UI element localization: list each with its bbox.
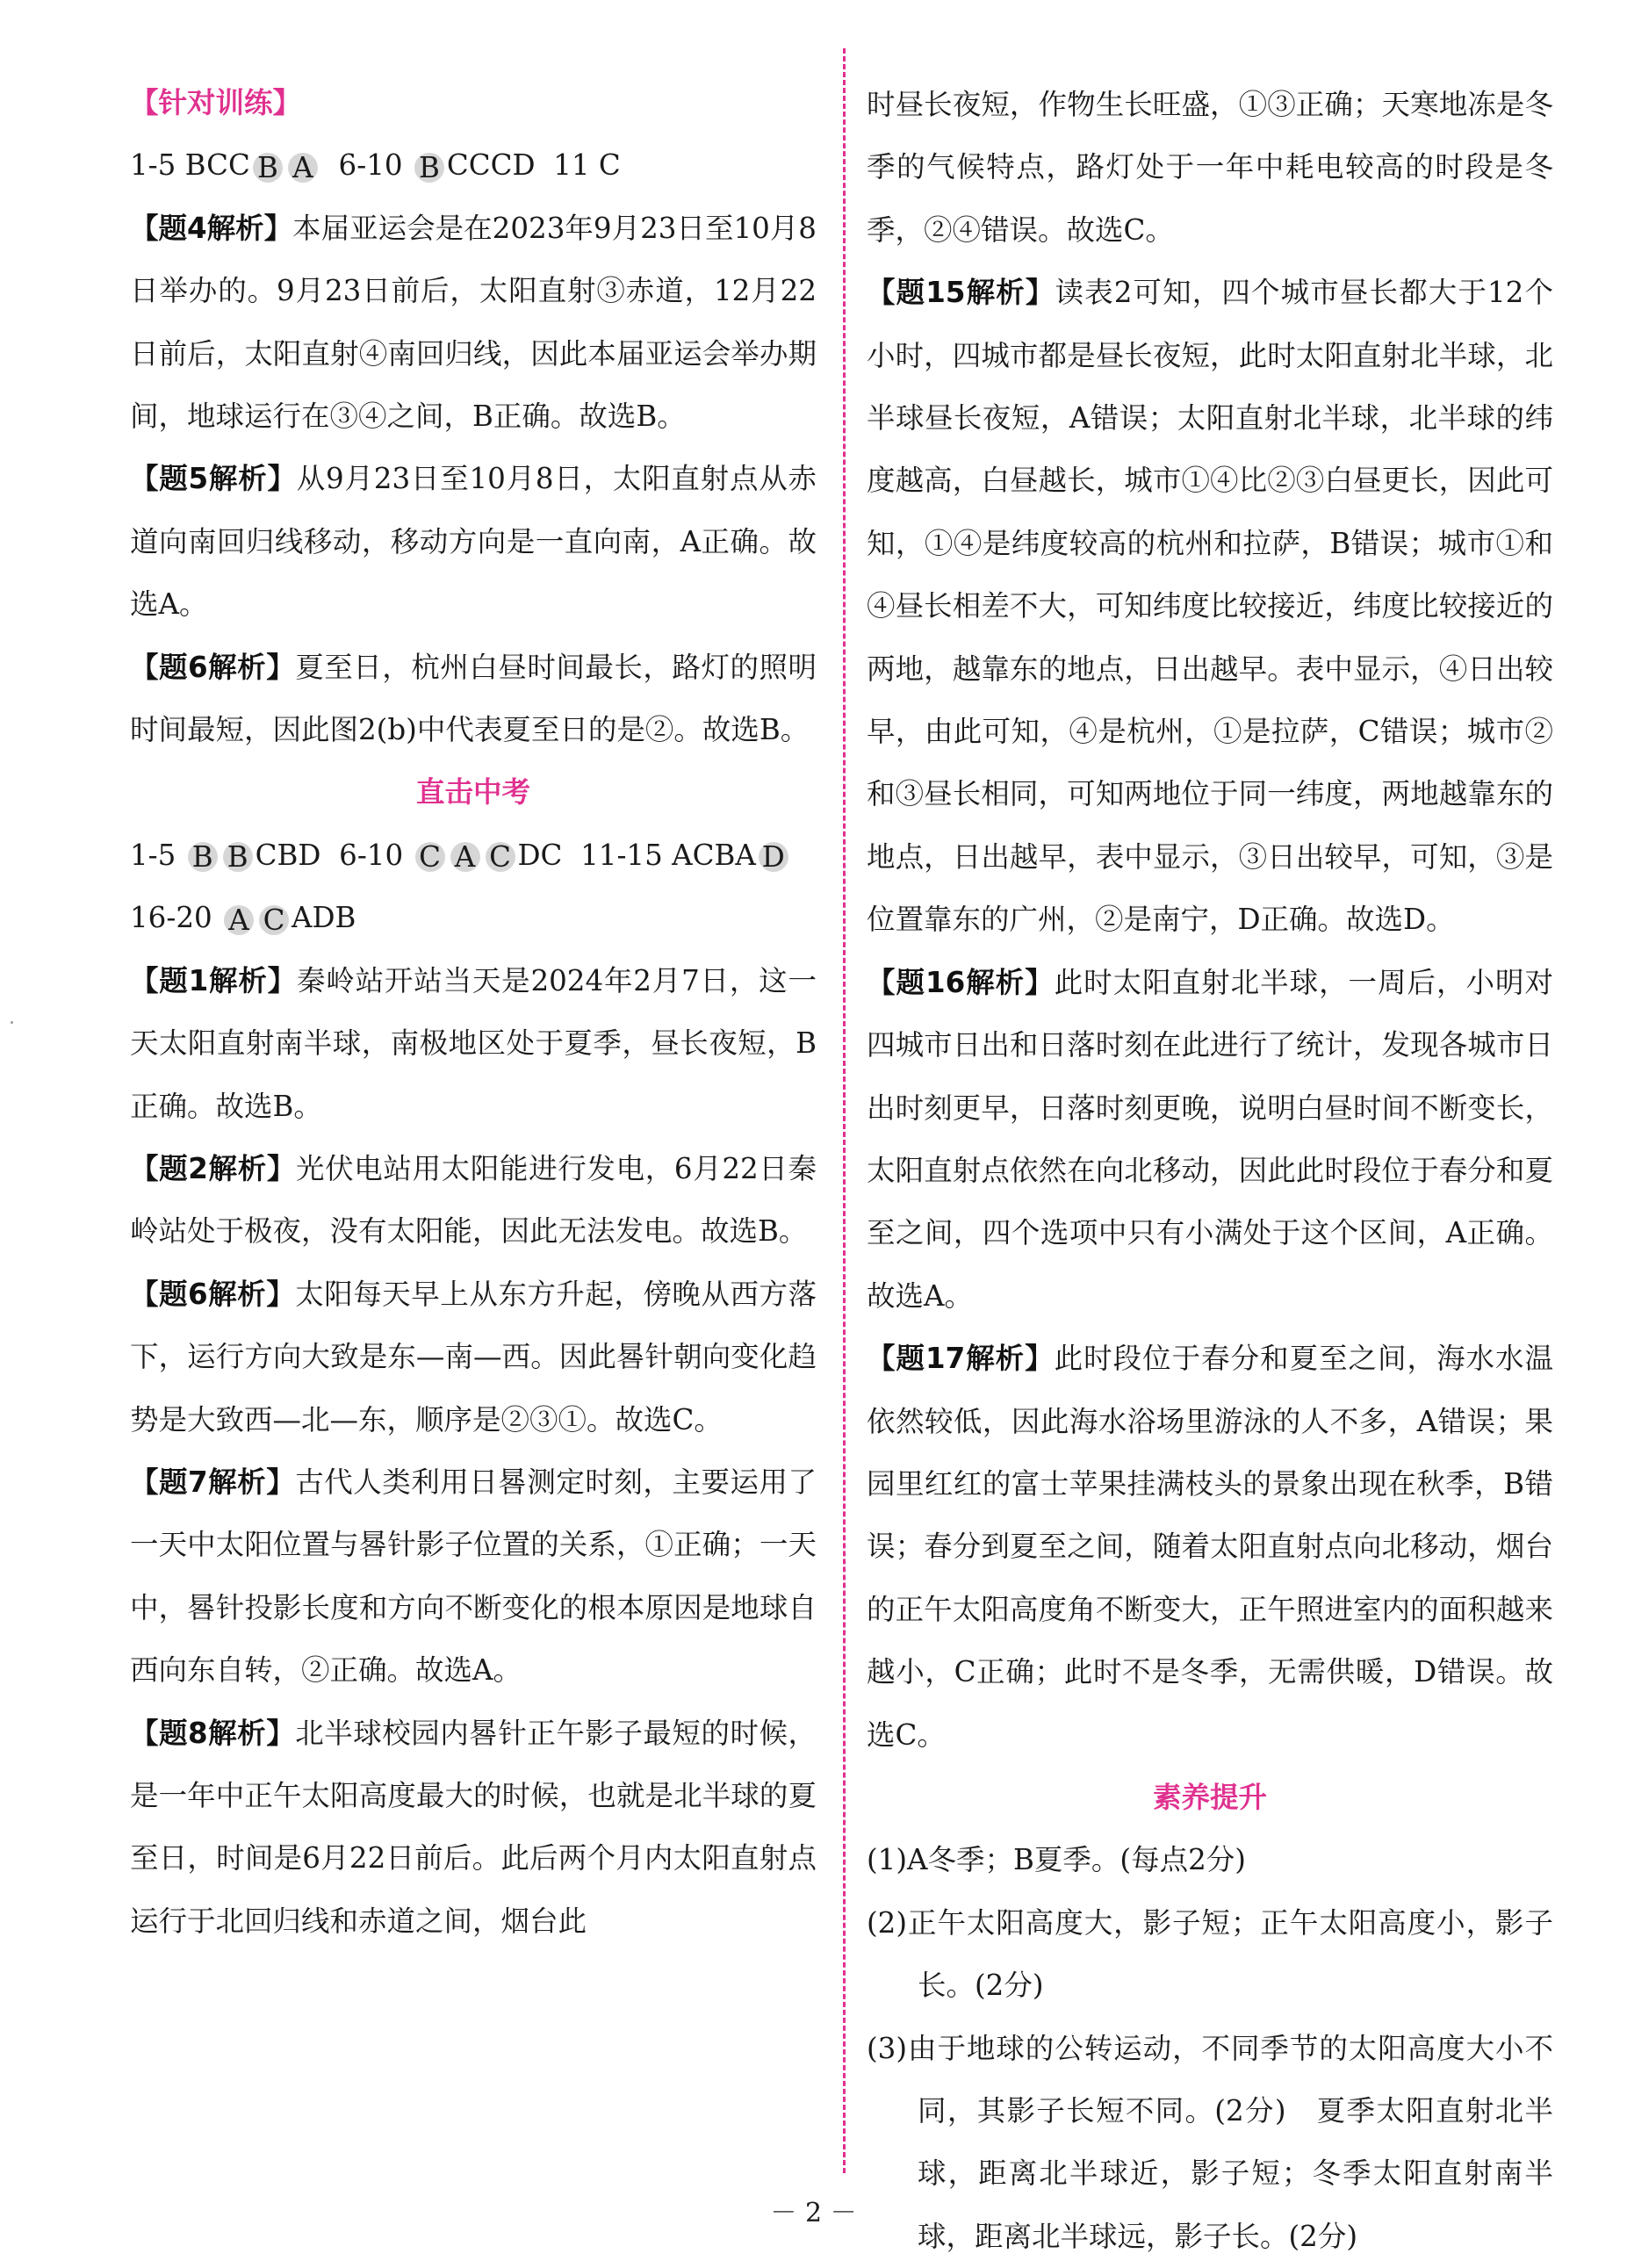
analysis-block — [130, 950, 817, 1138]
exam-answers-row1 — [130, 824, 817, 887]
circled-answer: A — [450, 842, 480, 872]
analysis-block — [130, 198, 817, 449]
analysis-block — [867, 1328, 1553, 1767]
analysis-text: 本届亚运会是在2023年9月23日至10月8日举办的。9月23日前后，太阳直射③赤道，12月22日前后，太阳直射④南回归线，因此本届亚运会举办期间，地球运行在③④之间，B正确。故选B。 — [130, 211, 817, 434]
analysis-label: 【题2解析】 — [130, 1151, 296, 1185]
analysis-text: 北半球校园内晷针正午影子最短的时候，是一年中正午太阳高度最大的时候，也就是北半球的夏至日，时间是6月22日前后。此后两个月内太阳直射点运行于北回归线和赤道之间，烟台此 — [130, 1716, 817, 1938]
circled-answer: A — [288, 153, 318, 183]
item-number: (1) — [867, 1843, 908, 1877]
answer-text: 1-5 — [130, 838, 185, 872]
analysis-block — [130, 1451, 817, 1703]
circled-answer: C — [415, 842, 445, 872]
circled-answer: A — [224, 905, 254, 935]
analysis-text: 此时太阳直射北半球，一周后，小明对四城市日出和日落时刻在此进行了统计，发现各城市日出时刻更早，日落时刻更晚，说明白昼时间不断变长，太阳直射点依然在向北移动，因此此时段位于春分和夏至之间，四个选项中只有小满处于这个区间，A正确。故选A。 — [867, 965, 1553, 1313]
analysis-block — [867, 262, 1553, 951]
item-text: A冬季；B夏季。(每点2分) — [907, 1843, 1246, 1877]
analysis-label: 【题6解析】 — [130, 650, 296, 684]
analysis-label: 【题6解析】 — [130, 1277, 296, 1311]
literacy-heading: 素养提升 — [1152, 1780, 1267, 1814]
analysis-text: 古代人类利用日晷测定时刻，主要运用了一天中太阳位置与晷针影子位置的关系，①正确；一天中，晷针投影长度和方向不断变化的根本原因是地球自西向东自转，②正确。故选A。 — [130, 1465, 817, 1688]
item-text: 正午太阳高度大，影子短；正午太阳高度小，影子长。(2分) — [907, 1905, 1553, 2003]
item-text: 由于地球的公转运动，不同季节的太阳高度大小不同，其影子长短不同。(2分) 夏季太阳直射北半球，距离北半球近，影子短；冬季太阳直射南半球，距离北半球远，影子长。(2分) — [907, 2031, 1553, 2253]
analysis-text: 秦岭站开站当天是2024年2月7日，这一天太阳直射南半球，南极地区处于夏季，昼长夜短，B正确。故选B。 — [130, 963, 817, 1123]
analysis-label: 【题15解析】 — [867, 276, 1055, 310]
answer-text: 16-20 — [130, 901, 222, 935]
item-number: (2) — [867, 1905, 908, 1940]
right-column — [867, 74, 1553, 2268]
continued-text: 时昼长夜短，作物生长旺盛，①③正确；天寒地冻是冬季的气候特点，路灯处于一年中耗电较高的时段是冬季，②④错误。故选C。 — [867, 88, 1553, 247]
circled-answer: B — [188, 842, 218, 872]
exam-heading: 直击中考 — [415, 775, 530, 810]
analysis-block — [130, 1264, 817, 1451]
circled-answer: C — [486, 842, 515, 872]
left-column — [130, 72, 817, 1953]
analysis-block — [130, 637, 817, 762]
analysis-block — [130, 448, 817, 636]
analysis-block — [130, 1703, 817, 1954]
answer-text: CBD 6-10 — [255, 838, 413, 872]
analysis-label: 【题1解析】 — [130, 963, 297, 997]
analysis-label: 【题7解析】 — [130, 1465, 296, 1499]
analysis-text: 从9月23日至10月8日，太阳直射点从赤道向南回归线移动，移动方向是一直向南，A正确。故选A。 — [130, 462, 817, 622]
analysis-text: 光伏电站用太阳能进行发电，6月22日秦岭站处于极夜，没有太阳能，因此无法发电。故选B。 — [130, 1151, 817, 1249]
column-divider — [843, 48, 846, 2173]
answer-text: CCCD 11 C — [446, 148, 621, 183]
answer-text: DC 11-15 ACBA — [517, 838, 756, 872]
analysis-block — [130, 1138, 817, 1264]
answer-item — [867, 2018, 1553, 2268]
answer-text: ADB — [292, 901, 356, 935]
page-number: － 2 － — [770, 2198, 857, 2228]
circled-answer: C — [259, 905, 289, 935]
analysis-label: 【题17解析】 — [867, 1342, 1055, 1376]
analysis-block — [867, 952, 1553, 1328]
analysis-label: 【题8解析】 — [130, 1716, 296, 1750]
practice-heading: 【针对训练】 — [130, 86, 302, 119]
practice-answers — [130, 134, 817, 197]
analysis-label: 【题5解析】 — [130, 462, 297, 496]
item-number: (3) — [867, 2031, 908, 2065]
scan-speck — [11, 1021, 13, 1024]
answer-item — [867, 1892, 1553, 2018]
circled-answer: B — [253, 153, 283, 183]
analysis-text: 太阳每天早上从东方升起，傍晚从西方落下，运行方向大致是东—南—西。因此晷针朝向变化趋势是大致西—北—东，顺序是②③①。故选C。 — [130, 1277, 817, 1436]
answer-text: 1-5 BCC — [130, 148, 250, 183]
circled-answer: B — [414, 153, 444, 183]
circled-answer: D — [759, 842, 788, 872]
analysis-label: 【题4解析】 — [130, 211, 293, 245]
answer-text: 6-10 — [320, 148, 412, 183]
circled-answer: B — [223, 842, 253, 872]
analysis-text: 夏至日，杭州白昼时间最长，路灯的照明时间最短，因此图2(b)中代表夏至日的是②。故选B。 — [130, 650, 817, 747]
exam-answers-row2 — [130, 887, 817, 949]
answer-item — [867, 1829, 1553, 1891]
analysis-text: 此时段位于春分和夏至之间，海水水温依然较低，因此海水浴场里游泳的人不多，A错误；果园里红红的富士苹果挂满枝头的景象出现在秋季，B错误；春分到夏至之间，随着太阳直射点向北移动，烟台的正午太阳高度角不断变大，正午照进室内的面积越来越小，C正确；此时不是冬季，无需供暖，D错误。故选C。 — [867, 1342, 1553, 1752]
analysis-label: 【题16解析】 — [867, 965, 1055, 999]
analysis-text: 读表2可知，四个城市昼长都大于12个小时，四城市都是昼长夜短，此时太阳直射北半球，北半球昼长夜短，A错误；太阳直射北半球，北半球的纬度越高，白昼越长，城市①④比②③白昼更长，因此可知，①④是纬度较高的杭州和拉萨，B错误；城市①和④昼长相差不大，可知纬度比较接近，纬度比较接近的两地，越靠东的地点，日出越早。表中显示，④日出较早，由此可知，④是杭州，①是拉萨，C错误；城市②和③昼长相同，可知两地位于同一纬度，两地越靠东的地点，日出越早，表中显示，③日出较早，可知，③是位置靠东的广州，②是南宁，D正确。故选D。 — [867, 276, 1553, 937]
